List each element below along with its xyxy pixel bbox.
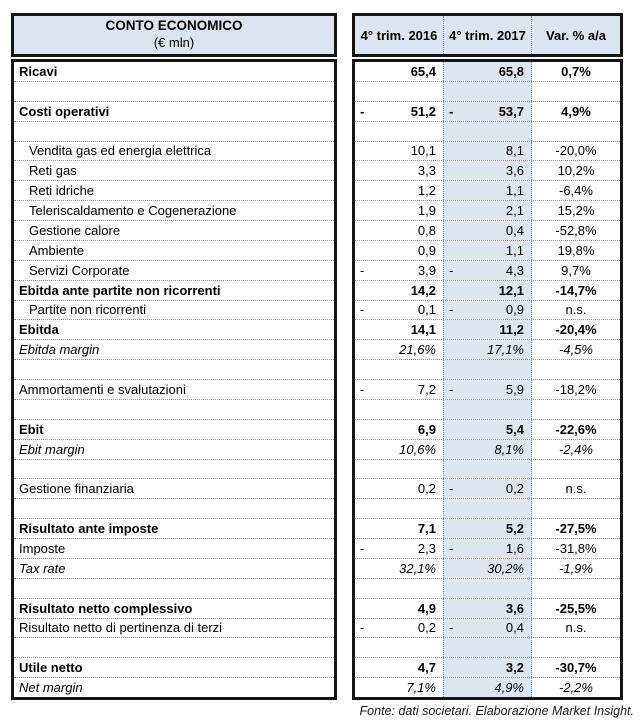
cell-2016 (355, 82, 443, 101)
cell-2017 (443, 619, 532, 638)
table-subtitle: (€ mln) (153, 35, 195, 51)
value-2017: 65,8 (498, 63, 524, 79)
table-row (14, 340, 334, 360)
row-label: Imposte (19, 540, 66, 556)
table-row (14, 678, 334, 697)
table-row-blank (14, 122, 334, 142)
cell-2016 (355, 420, 443, 439)
value-2017: 3,2 (505, 660, 524, 676)
row-label: Risultato netto di pertinenza di terzi (19, 620, 223, 636)
value-2016: 4,9 (417, 600, 436, 616)
negative-sign: - (449, 302, 454, 318)
table-row (14, 619, 334, 639)
table-row (14, 658, 334, 678)
cell-var (532, 82, 620, 101)
cell-2016 (355, 340, 443, 359)
cell-2016 (355, 380, 443, 399)
cell-2017 (443, 320, 532, 339)
value-2017: 0,2 (505, 481, 524, 497)
cell-2016 (355, 142, 443, 161)
table-row (355, 161, 620, 181)
value-2016: 32,1% (399, 560, 436, 576)
table-row-blank (14, 400, 334, 420)
table-row (14, 161, 334, 181)
table-row (355, 340, 620, 360)
table-row (14, 420, 334, 440)
value-2017: 12,1 (498, 282, 524, 298)
cell-var: 0,7% (561, 63, 591, 79)
source-note: Fonte: dati societari. Elaborazione Market Insight. (359, 704, 634, 718)
table-row-blank (355, 82, 620, 102)
table-title: CONTO ECONOMICO (105, 18, 243, 34)
table-row (355, 102, 620, 122)
negative-sign: - (449, 481, 454, 497)
table-row (355, 62, 620, 82)
table-row (14, 479, 334, 499)
column-headers (352, 13, 623, 57)
table-row (14, 380, 334, 400)
table-row (355, 539, 620, 559)
value-2017: 5,2 (505, 521, 524, 537)
negative-sign: - (360, 620, 365, 636)
value-2017: 8,1 (505, 143, 524, 159)
table-row-blank (355, 360, 620, 380)
table-row (14, 241, 334, 261)
table-row (355, 599, 620, 619)
cell-var (532, 400, 620, 419)
row-label: Gestione calore (29, 222, 121, 238)
negative-sign: - (449, 381, 454, 397)
value-2016: 65,4 (410, 63, 436, 79)
cell-var: -25,5% (555, 600, 597, 616)
negative-sign: - (449, 262, 454, 278)
value-2017: 11,2 (499, 322, 524, 338)
table-row (355, 619, 620, 639)
value-2016: 0,9 (417, 242, 436, 258)
table-row (355, 181, 620, 201)
row-label: Risultato ante imposte (19, 521, 159, 537)
table-row (355, 241, 620, 261)
cell-var: -30,7% (555, 660, 597, 676)
row-label: Risultato netto complessivo (19, 600, 193, 616)
row-label: Ammortamenti e svalutazioni (19, 381, 186, 397)
negative-sign: - (360, 381, 365, 397)
cell-var: -2,4% (559, 441, 593, 457)
cell-var: -31,8% (555, 540, 597, 556)
cell-2016 (355, 599, 443, 618)
cell-2017 (443, 400, 532, 419)
cell-2017 (443, 281, 532, 300)
value-2017: 8,1% (494, 441, 524, 457)
cell-2016 (355, 122, 443, 141)
value-2016: 10,6% (399, 441, 436, 457)
value-2016: 7,2 (417, 381, 436, 397)
table-row (14, 221, 334, 241)
value-2016: 0,2 (417, 481, 436, 497)
value-2017: 0,9 (505, 302, 524, 318)
cell-2017 (443, 420, 532, 439)
cell-var: -27,5% (555, 521, 597, 537)
value-2017: 0,4 (505, 620, 524, 636)
table-row (355, 301, 620, 321)
cell-2017 (443, 559, 532, 578)
table-row-blank (14, 579, 334, 599)
cell-var: n.s. (565, 302, 587, 318)
table-row-blank (14, 82, 334, 102)
value-2016: 1,2 (417, 183, 436, 199)
cell-var: -2,2% (559, 680, 593, 696)
cell-var: -52,8% (555, 222, 597, 238)
value-2016: 4,7 (417, 660, 436, 676)
cell-2016 (355, 499, 443, 518)
cell-var: 4,9% (561, 103, 591, 119)
value-2016: 7,1% (406, 680, 436, 696)
cell-2017 (443, 340, 532, 359)
value-2017: 3,6 (505, 600, 524, 616)
table-row (355, 479, 620, 499)
table-row-blank (14, 360, 334, 380)
cell-2017 (443, 122, 532, 141)
cell-2016 (355, 579, 443, 598)
value-2016: 1,9 (417, 203, 436, 219)
cell-2017 (443, 479, 532, 498)
value-2017: 17,1% (487, 342, 524, 358)
cell-var: 15,2% (557, 203, 595, 219)
row-label: Reti idriche (29, 183, 95, 199)
cell-2016 (355, 201, 443, 220)
table-row (14, 539, 334, 559)
cell-2017 (443, 678, 532, 697)
value-2017: 30,2% (487, 560, 524, 576)
column-header-2016: 4° trim. 2016 (360, 27, 438, 43)
table-row (14, 301, 334, 321)
row-label: Net margin (19, 680, 83, 696)
negative-sign: - (449, 620, 454, 636)
cell-2017 (443, 161, 532, 180)
row-label: Ricavi (19, 63, 58, 79)
row-labels-panel (11, 59, 337, 700)
cell-var: 10,2% (557, 163, 595, 179)
table-row (14, 261, 334, 281)
value-2017: 4,3 (505, 262, 524, 278)
value-2016: 2,3 (417, 540, 436, 556)
table-row (355, 320, 620, 340)
cell-2017 (443, 82, 532, 101)
table-row (355, 440, 620, 460)
row-label: Teleriscaldamento e Cogenerazione (29, 203, 237, 219)
cell-2017 (443, 380, 532, 399)
table-row (355, 221, 620, 241)
value-2016: 14,1 (410, 322, 436, 338)
table-row (355, 519, 620, 539)
value-2017: 3,6 (505, 163, 524, 179)
cell-2016 (355, 301, 443, 320)
value-2016: 0,1 (417, 302, 436, 318)
cell-2016 (355, 161, 443, 180)
value-2017: 2,1 (505, 203, 524, 219)
cell-2016 (355, 460, 443, 479)
table-title-box (11, 13, 337, 57)
row-label: Ebitda margin (19, 342, 100, 358)
cell-2017 (443, 62, 532, 81)
negative-sign: - (360, 103, 365, 119)
cell-2016 (355, 638, 443, 657)
cell-2017 (443, 460, 532, 479)
table-row (14, 519, 334, 539)
values-panel (352, 59, 623, 700)
value-2016: 14,2 (410, 282, 436, 298)
table-row-blank (355, 460, 620, 480)
cell-2017 (443, 440, 532, 459)
cell-var: -4,5% (559, 342, 593, 358)
cell-2016 (355, 221, 443, 240)
table-row (355, 559, 620, 579)
cell-var (532, 122, 620, 141)
cell-2017 (443, 519, 532, 538)
value-2016: 10,1 (410, 143, 436, 159)
value-2017: 1,1 (505, 242, 524, 258)
cell-2017 (443, 181, 532, 200)
row-label: Reti gas (29, 163, 77, 179)
row-label: Partite non ricorrenti (29, 302, 147, 318)
value-2016: 0,8 (417, 222, 436, 238)
value-2016: 21,6% (399, 342, 436, 358)
table-row (14, 201, 334, 221)
value-2017: 4,9% (494, 680, 524, 696)
value-2017: 1,6 (505, 540, 524, 556)
value-2016: 3,9 (417, 262, 436, 278)
table-row (14, 142, 334, 162)
cell-2016 (355, 539, 443, 558)
cell-2017 (443, 539, 532, 558)
cell-2017 (443, 638, 532, 657)
table-row-blank (355, 579, 620, 599)
cell-var: -6,4% (559, 183, 593, 199)
value-2016: 51,2 (410, 103, 436, 119)
table-row (355, 678, 620, 697)
cell-2017 (443, 201, 532, 220)
cell-var: -14,7% (555, 282, 597, 298)
value-2016: 7,1 (417, 521, 436, 537)
value-2016: 6,9 (417, 421, 436, 437)
cell-var (532, 579, 620, 598)
cell-2017 (443, 499, 532, 518)
cell-var: 19,8% (557, 242, 595, 258)
table-row (355, 420, 620, 440)
row-label: Ebit margin (19, 441, 85, 457)
table-row-blank (14, 460, 334, 480)
negative-sign: - (360, 302, 365, 318)
cell-var: n.s. (565, 481, 587, 497)
cell-2017 (443, 658, 532, 677)
cell-2017 (443, 301, 532, 320)
table-row (14, 599, 334, 619)
cell-2016 (355, 320, 443, 339)
table-row (14, 62, 334, 82)
table-row-blank (355, 122, 620, 142)
cell-var: -20,4% (555, 322, 597, 338)
cell-2016 (355, 440, 443, 459)
table-row-blank (355, 400, 620, 420)
value-2017: 5,4 (505, 421, 524, 437)
table-row (355, 281, 620, 301)
cell-2017 (443, 261, 532, 280)
cell-2017 (443, 142, 532, 161)
cell-2016 (355, 479, 443, 498)
cell-2016 (355, 519, 443, 538)
cell-2016 (355, 281, 443, 300)
value-2017: 53,7 (498, 103, 524, 119)
row-label: Ebitda (19, 322, 59, 338)
cell-2017 (443, 221, 532, 240)
value-2016: 3,3 (417, 163, 436, 179)
table-row (14, 181, 334, 201)
cell-2016 (355, 261, 443, 280)
row-label: Gestione finanziaria (19, 481, 134, 497)
cell-var: -22,6% (555, 421, 597, 437)
row-label: Tax rate (19, 560, 66, 576)
table-row (355, 658, 620, 678)
cell-2017 (443, 579, 532, 598)
cell-2017 (443, 102, 532, 121)
cell-2016 (355, 619, 443, 638)
table-row (355, 261, 620, 281)
cell-2016 (355, 181, 443, 200)
table-row-blank (14, 499, 334, 519)
cell-2016 (355, 678, 443, 697)
table-row-blank (355, 499, 620, 519)
column-header-var: Var. % a/a (546, 27, 606, 43)
row-label: Servizi Corporate (29, 262, 130, 278)
negative-sign: - (360, 540, 365, 556)
table-row (355, 201, 620, 221)
cell-var (532, 638, 620, 657)
table-row (355, 142, 620, 162)
row-label: Costi operativi (19, 103, 110, 119)
row-label: Vendita gas ed energia elettrica (29, 143, 212, 159)
cell-2016 (355, 559, 443, 578)
table-row-blank (355, 638, 620, 658)
cell-var (532, 460, 620, 479)
negative-sign: - (449, 540, 454, 556)
value-2016: 0,2 (417, 620, 436, 636)
cell-2016 (355, 241, 443, 260)
value-2017: 5,9 (505, 381, 524, 397)
table-row (14, 281, 334, 301)
table-row (14, 320, 334, 340)
row-label: Ebit (19, 421, 44, 437)
cell-2017 (443, 599, 532, 618)
row-label: Ebitda ante partite non ricorrenti (19, 282, 221, 298)
value-2017: 1,1 (505, 183, 524, 199)
row-label: Utile netto (19, 660, 83, 676)
cell-var: 9,7% (561, 262, 591, 278)
value-2017: 0,4 (505, 222, 524, 238)
cell-2016 (355, 102, 443, 121)
cell-var: n.s. (565, 620, 587, 636)
cell-var: -18,2% (555, 381, 597, 397)
column-header-2017: 4° trim. 2017 (443, 16, 532, 54)
table-row (14, 559, 334, 579)
cell-var (532, 360, 620, 379)
cell-2016 (355, 62, 443, 81)
cell-var (532, 499, 620, 518)
cell-2016 (355, 360, 443, 379)
cell-2016 (355, 658, 443, 677)
cell-var: -1,9% (559, 560, 593, 576)
row-label: Ambiente (29, 242, 84, 258)
cell-var: -20,0% (555, 143, 597, 159)
table-row (14, 440, 334, 460)
cell-2017 (443, 360, 532, 379)
cell-2017 (443, 241, 532, 260)
negative-sign: - (449, 103, 454, 119)
table-row (355, 380, 620, 400)
table-row (14, 102, 334, 122)
negative-sign: - (360, 262, 365, 278)
table-row-blank (14, 638, 334, 658)
cell-2016 (355, 400, 443, 419)
